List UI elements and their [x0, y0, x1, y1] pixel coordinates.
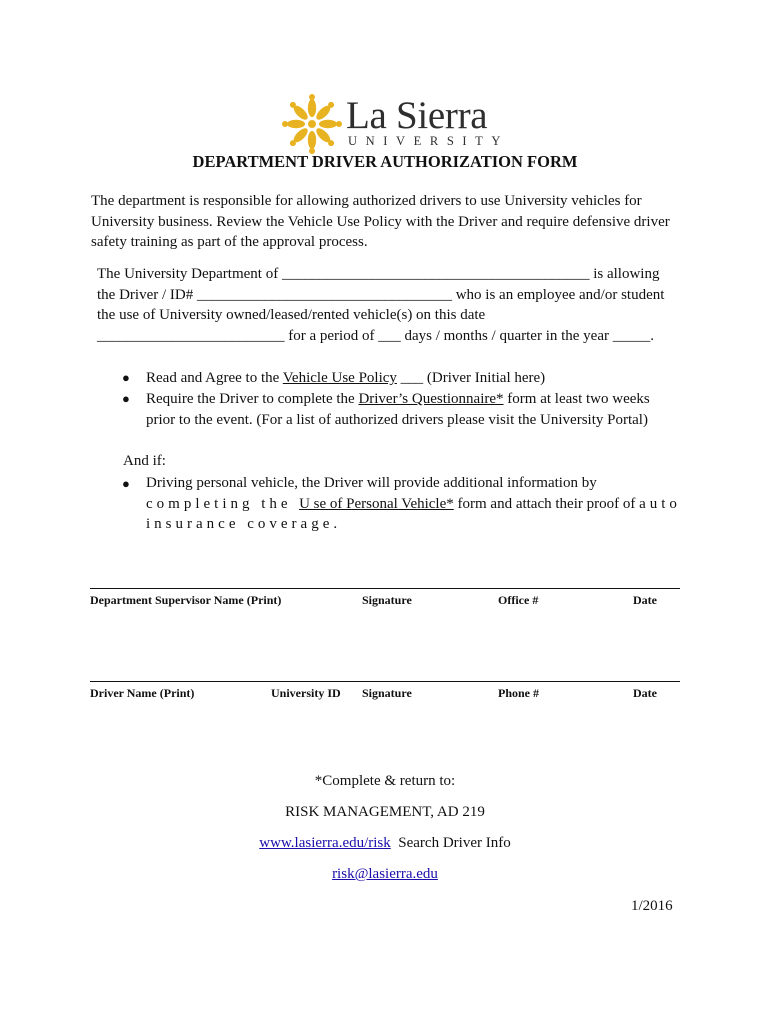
intro-line: safety training as part of the approval process. [91, 234, 368, 250]
revision-date: 1/2016 [631, 898, 673, 914]
form-title: DEPARTMENT DRIVER AUTHORIZATION FORM [192, 152, 578, 171]
office-number-label: Office # [498, 593, 539, 607]
driver-name-label: Driver Name (Print) [90, 686, 195, 700]
intro-line: The department is responsible for allowing authorized drivers to use University vehicles for [91, 193, 642, 209]
statement-line: the use of University owned/leased/rented vehicle(s) on this date [97, 307, 486, 323]
driver-id-blank-line[interactable]: the Driver / ID# __________________________________ who is an employee and/or student [97, 286, 665, 303]
bullet-icon: ● [122, 476, 130, 491]
drivers-questionnaire-link[interactable]: Driver’s Questionnaire* [358, 391, 504, 407]
intro-paragraph [91, 191, 670, 253]
university-logo-icon [282, 94, 342, 154]
and-if-label: And if: [123, 453, 166, 469]
supervisor-name-label: Department Supervisor Name (Print) [90, 593, 282, 607]
driver-signature-label: Signature [362, 686, 412, 700]
logo-subtitle: UNIVERSITY [348, 134, 509, 148]
bullet-vehicle-policy: Read and Agree to the Vehicle Use Policy ___ (Driver Initial here) [146, 370, 546, 386]
email-line [0, 866, 770, 883]
complete-return-text: *Complete & return to: [314, 773, 456, 789]
supervisor-date-label: Date [633, 593, 657, 607]
driver-signature-line[interactable] [90, 681, 680, 682]
personal-vehicle-link[interactable]: U se of Personal Vehicle* [299, 495, 454, 512]
university-id-label: University ID [271, 686, 341, 700]
email-link[interactable]: risk@lasierra.edu [332, 866, 438, 882]
intro-line: University business. Review the Vehicle Use Policy with the Driver and require defensive driver [91, 213, 670, 230]
bullet-questionnaire: Require the Driver to complete the Driver’s Questionnaire* form at least two weeks prior to the event. (For a list of authorized drivers please visit the University Portal) [146, 391, 650, 428]
logo-name: La Sierra [346, 94, 488, 137]
bullet-icon: ● [122, 391, 130, 406]
authorization-statement [97, 264, 664, 346]
bullet-icon: ● [122, 370, 130, 385]
phone-number-label: Phone # [498, 686, 540, 700]
vehicle-use-policy-link[interactable]: Vehicle Use Policy [282, 370, 397, 386]
supervisor-signature-line[interactable] [90, 588, 680, 589]
date-period-blank-line[interactable]: _________________________ for a period of ___ days / months / quarter in the year _____. [97, 327, 654, 344]
bullet-personal-vehicle: Driving personal vehicle, the Driver will provide additional information by completing the U se of Personal Vehicle* form and attach their proof of auto insurance coverage. [146, 475, 681, 532]
website-link[interactable]: www.lasierra.edu/risk [259, 835, 391, 851]
department-blank-line[interactable]: The University Department of _________________________________________ is allowing [97, 266, 660, 282]
risk-management-office: RISK MANAGEMENT, AD 219 [285, 804, 485, 820]
driver-date-label: Date [633, 686, 657, 700]
supervisor-signature-label: Signature [362, 593, 412, 607]
website-line: www.lasierra.edu/risk Search Driver Info [259, 835, 511, 851]
